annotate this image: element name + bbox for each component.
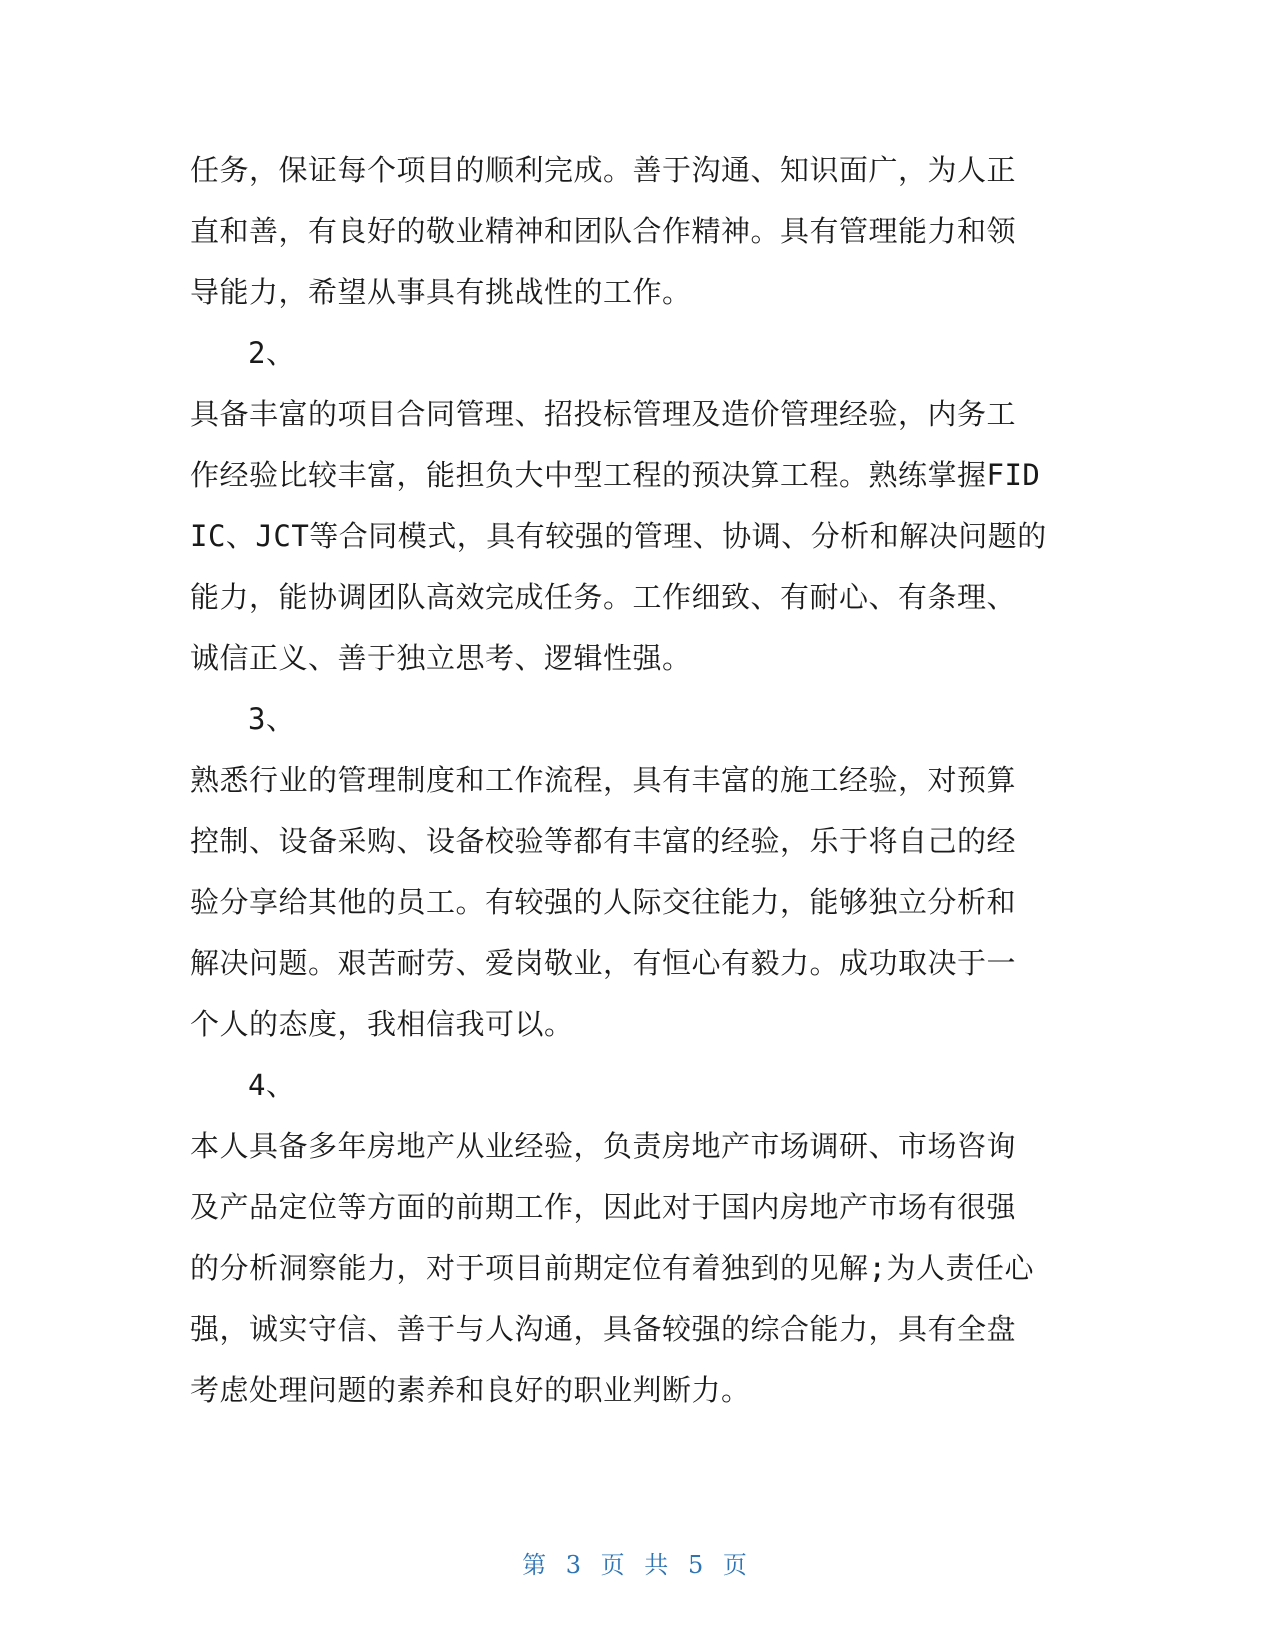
body-line: 考虑处理问题的素养和良好的职业判断力。 — [190, 1373, 751, 1407]
body-line: 解决问题。艰苦耐劳、爱岗敬业，有恒心有毅力。成功取决于一 — [190, 946, 1017, 980]
body-line: 能力，能协调团队高效完成任务。工作细致、有耐心、有条理、 — [190, 580, 1017, 614]
body-line: 控制、设备采购、设备校验等都有丰富的经验，乐于将自己的经 — [190, 824, 1017, 858]
page-number-footer: 第 3 页 共 5 页 — [522, 1551, 753, 1579]
body-line: 具备丰富的项目合同管理、招投标管理及造价管理经验，内务工 — [190, 397, 1017, 431]
document-body — [190, 140, 1090, 1421]
body-line: 熟悉行业的管理制度和工作流程，具有丰富的施工经验，对预算 — [190, 763, 1017, 797]
body-line: 的分析洞察能力，对于项目前期定位有着独到的见解;为人责任心 — [190, 1251, 1034, 1285]
body-line: 本人具备多年房地产从业经验，负责房地产市场调研、市场咨询 — [190, 1129, 1017, 1163]
item-number: 2、 — [248, 336, 296, 370]
item-number: 3、 — [248, 702, 296, 736]
body-line: 验分享给其他的员工。有较强的人际交往能力，能够独立分析和 — [190, 885, 1017, 919]
body-line: 任务，保证每个项目的顺利完成。善于沟通、知识面广，为人正 — [190, 153, 1017, 187]
item-number: 4、 — [248, 1068, 296, 1102]
body-line: 个人的态度，我相信我可以。 — [190, 1007, 574, 1041]
body-line: 及产品定位等方面的前期工作，因此对于国内房地产市场有很强 — [190, 1190, 1017, 1224]
body-line: 诚信正义、善于独立思考、逻辑性强。 — [190, 641, 692, 675]
body-line: IC、JCT等合同模式，具有较强的管理、协调、分析和解决问题的 — [190, 519, 1047, 553]
body-line: 导能力，希望从事具有挑战性的工作。 — [190, 275, 692, 309]
body-line: 直和善，有良好的敬业精神和团队合作精神。具有管理能力和领 — [190, 214, 1017, 248]
body-line: 强，诚实守信、善于与人沟通，具备较强的综合能力，具有全盘 — [190, 1312, 1017, 1346]
body-line: 作经验比较丰富，能担负大中型工程的预决算工程。熟练掌握FID — [190, 458, 1041, 492]
